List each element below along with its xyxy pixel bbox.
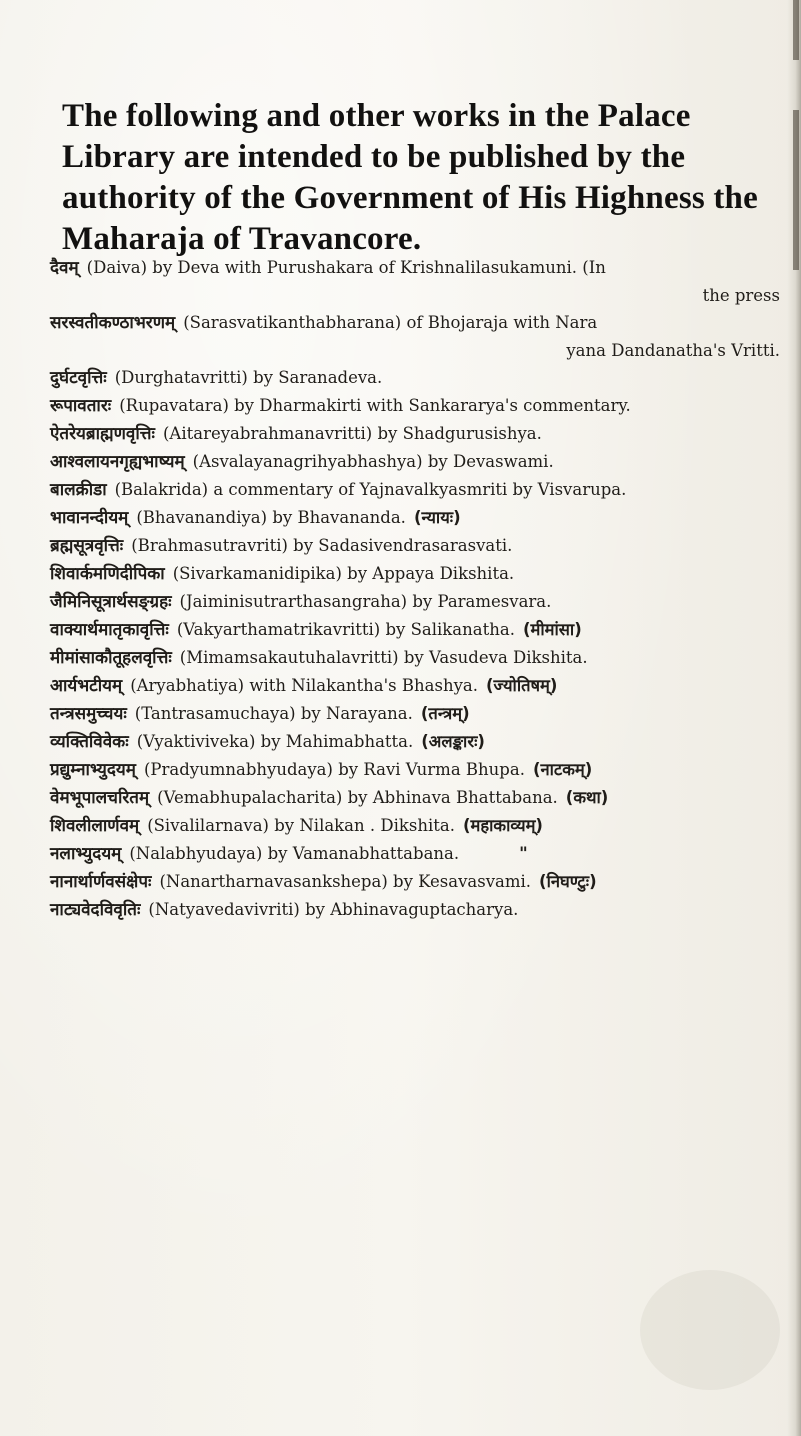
work-entry: [50, 812, 790, 840]
work-description: (Nalabhyudaya) by Vamanabhattabana.: [129, 844, 460, 863]
work-description-continued: the press: [702, 286, 780, 305]
page-heading: The following and other works in the Palace Library are intended to be published by the authority of the Government of His Highness the Maharaja of Travancore.: [62, 98, 758, 257]
work-entry: [50, 588, 790, 616]
sanskrit-title: वेमभूपालचरितम्: [50, 788, 150, 808]
work-description: (Daiva) by Deva with Purushakara of Krishnalilasukamuni. (In: [86, 258, 606, 277]
work-description: (Mimamsakautuhalavritti) by Vasudeva Dikshita.: [179, 648, 588, 667]
paper-stain: [640, 1270, 780, 1390]
work-entry: [50, 644, 790, 672]
work-description: (Balakrida) a commentary of Yajnavalkyasmriti by Visvarupa.: [114, 480, 627, 499]
sanskrit-title: ऐतरेयब्राह्मणवृत्तिः: [50, 424, 155, 444]
subject-tag: (नाटकम्): [532, 760, 593, 779]
work-description: (Sivarkamanidipika) by Appaya Dikshita.: [172, 564, 515, 583]
work-entry: [50, 504, 790, 532]
work-description: (Sivalilarnava) by Nilakan . Dikshita.: [147, 816, 455, 835]
sanskrit-title: दैवम्: [50, 258, 79, 278]
work-description: (Pradyumnabhyudaya) by Ravi Vurma Bhupa.: [143, 760, 525, 779]
work-description: (Tantrasamuchaya) by Narayana.: [134, 704, 413, 723]
work-entry: [50, 896, 790, 924]
subject-tag: (ज्योतिषम्): [486, 676, 558, 695]
sanskrit-title: नाट्यवेदविवृतिः: [50, 900, 141, 920]
work-description: (Vemabhupalacharita) by Abhinava Bhattabana.: [157, 788, 558, 807]
subject-tag: (मीमांसा): [522, 620, 582, 639]
sanskrit-title: शिवलीलार्णवम्: [50, 816, 140, 836]
sanskrit-title: मीमांसाकौतूहलवृत्तिः: [50, 648, 172, 668]
work-description: (Vakyarthamatrikavritti) by Salikanatha.: [176, 620, 515, 639]
work-entry: [50, 616, 790, 644]
work-description: (Durghatavritti) by Saranadeva.: [114, 368, 383, 387]
work-entry: [50, 756, 790, 784]
work-description: (Brahmasutravriti) by Sadasivendrasarasvati.: [131, 536, 513, 555]
work-description: (Nanartharnavasankshepa) by Kesavasvami.: [159, 872, 532, 891]
sanskrit-title: रूपावतारः: [50, 396, 112, 416]
work-description: (Jaiminisutrarthasangraha) by Paramesvara.: [179, 592, 552, 611]
work-entry: [50, 728, 790, 756]
work-description: (Sarasvatikanthabharana) of Bhojaraja with Nara: [183, 313, 598, 332]
sanskrit-title: तन्त्रसमुच्चयः: [50, 704, 127, 724]
subject-tag: (महाकाव्यम्): [462, 816, 543, 835]
work-description: (Natyavedavivriti) by Abhinavaguptacharya.: [148, 900, 519, 919]
sanskrit-title: भावानन्दीयम्: [50, 508, 129, 528]
sanskrit-title: दुर्घटवृत्तिः: [50, 368, 107, 388]
work-description: (Asvalayanagrihyabhashya) by Devaswami.: [192, 452, 554, 471]
sanskrit-title: बालक्रीडा: [50, 480, 107, 500]
subject-tag: (तन्त्रम्): [420, 704, 470, 723]
work-entry: [50, 700, 790, 728]
sanskrit-title: जैमिनिसूत्रार्थसङ्ग्रहः: [50, 592, 172, 612]
subject-tag: (निघण्टुः): [539, 872, 597, 891]
sanskrit-title: प्रद्युम्नाभ्युदयम्: [50, 760, 136, 780]
sanskrit-title: सरस्वतीकण्ठाभरणम्: [50, 313, 176, 333]
work-description: (Vyaktiviveka) by Mahimabhatta.: [136, 732, 414, 751]
sanskrit-title: व्यक्तिविवेकः: [50, 732, 129, 752]
work-entry: [50, 254, 790, 309]
sanskrit-title: नलाभ्युदयम्: [50, 844, 122, 864]
subject-tag: ": [519, 844, 528, 863]
work-entry: [50, 392, 790, 420]
work-entry: [50, 448, 790, 476]
work-entry: [50, 868, 790, 896]
work-description: (Bhavanandiya) by Bhavananda.: [136, 508, 406, 527]
work-entry: [50, 476, 790, 504]
sanskrit-title: ब्रह्मसूत्रवृत्तिः: [50, 536, 124, 556]
work-entry: [50, 420, 790, 448]
works-list: [50, 254, 790, 924]
page-edge-mark: [793, 110, 799, 270]
work-entry: [50, 784, 790, 812]
sanskrit-title: आश्वलायनगृह्यभाष्यम्: [50, 452, 185, 472]
work-entry: [50, 309, 790, 364]
sanskrit-title: आर्यभटीयम्: [50, 676, 123, 696]
subject-tag: (कथा): [565, 788, 609, 807]
work-description: (Rupavatara) by Dharmakirti with Sankararya's commentary.: [119, 396, 631, 415]
work-entry: [50, 532, 790, 560]
sanskrit-title: शिवार्कमणिदीपिका: [50, 564, 165, 584]
work-description: (Aryabhatiya) with Nilakantha's Bhashya.: [130, 676, 478, 695]
sanskrit-title: नानार्थार्णवसंक्षेपः: [50, 872, 152, 892]
work-description: (Aitareyabrahmanavritti) by Shadgurusishya.: [162, 424, 542, 443]
work-entry: [50, 672, 790, 700]
work-entry: [50, 840, 790, 868]
sanskrit-title: वाक्यार्थमातृकावृत्तिः: [50, 620, 169, 640]
subject-tag: (अलङ्कारः): [421, 732, 485, 751]
work-entry: [50, 560, 790, 588]
work-entry: [50, 364, 790, 392]
work-description-continued: yana Dandanatha's Vritti.: [566, 341, 780, 360]
subject-tag: (न्यायः): [413, 508, 461, 527]
page-edge-mark: [793, 0, 799, 60]
